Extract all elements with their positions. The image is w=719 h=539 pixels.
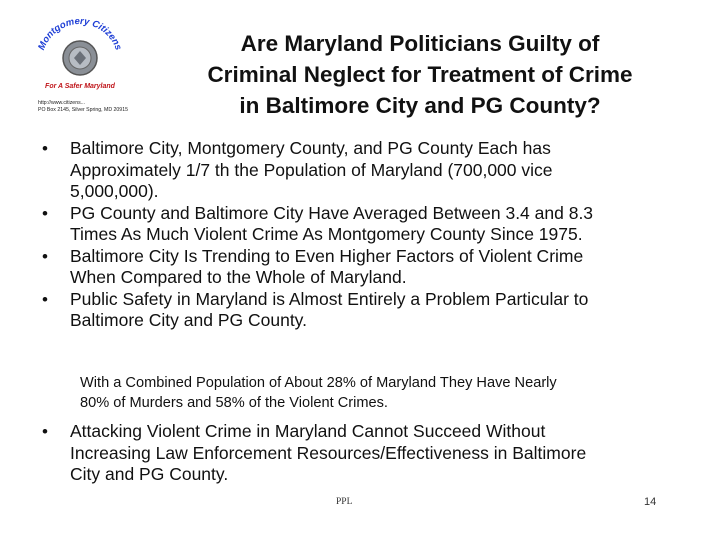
bullet-dot-icon: • bbox=[42, 422, 48, 441]
logo-url: http://www.citizens... bbox=[38, 100, 85, 106]
sub-note-line: 80% of Murders and 58% of the Violent Crimes. bbox=[80, 395, 388, 411]
bullet-list bbox=[38, 138, 698, 332]
title-line: in Baltimore City and PG County? bbox=[239, 93, 601, 118]
bullet-line: Baltimore City Is Trending to Even Higher Factors of Violent Crime bbox=[70, 245, 584, 266]
bullet-dot-icon: • bbox=[42, 289, 48, 309]
organization-logo bbox=[30, 12, 130, 113]
bullet-line: Public Safety in Maryland is Almost Entirely a Problem Particular to bbox=[70, 288, 589, 309]
bullet-line: 5,000,000). bbox=[70, 181, 159, 201]
bullet-line: Attacking Violent Crime in Maryland Cannot Succeed Without bbox=[70, 421, 546, 441]
slide-title bbox=[140, 28, 700, 121]
footer-label: PPL bbox=[336, 497, 353, 507]
bullet-dot-icon: • bbox=[42, 139, 48, 158]
bullet-item bbox=[38, 289, 698, 332]
logo-emblem bbox=[30, 12, 130, 102]
bullet-line: Baltimore City and PG County. bbox=[70, 310, 307, 330]
bullet-dot-icon: • bbox=[42, 203, 48, 223]
bullet-line: Times As Much Violent Crime As Montgomery County Since 1975. bbox=[70, 224, 583, 244]
bullet-item bbox=[38, 203, 698, 246]
logo-tagline: For A Safer Maryland bbox=[45, 83, 115, 90]
bullet-line: Baltimore City, Montgomery County, and PG County Each has bbox=[70, 138, 551, 158]
bullet-item bbox=[38, 246, 698, 289]
logo-address: PO Box 2145, Silver Spring, MD 20915 bbox=[38, 107, 128, 113]
bullet-list-continued bbox=[38, 421, 698, 486]
title-line: Criminal Neglect for Treatment of Crime bbox=[207, 62, 633, 87]
bullet-line: City and PG County. bbox=[70, 464, 229, 484]
sub-note-line: With a Combined Population of About 28% of Maryland They Have Nearly bbox=[80, 375, 557, 391]
bullet-line: PG County and Baltimore City Have Averaged Between 3.4 and 8.3 bbox=[70, 202, 594, 223]
sub-note bbox=[80, 373, 680, 413]
bullet-line: Increasing Law Enforcement Resources/Effectiveness in Baltimore bbox=[70, 442, 587, 463]
bullet-line: When Compared to the Whole of Maryland. bbox=[70, 267, 407, 287]
logo-arc-text: Montgomery Citizens bbox=[36, 15, 124, 52]
bullet-item bbox=[38, 421, 698, 486]
bullet-item bbox=[38, 138, 698, 203]
bullet-dot-icon: • bbox=[42, 246, 48, 266]
title-line: Are Maryland Politicians Guilty of bbox=[240, 31, 600, 56]
bullet-line: Approximately 1/7 th the Population of Maryland (700,000 vice bbox=[70, 159, 553, 180]
page-number: 14 bbox=[644, 496, 657, 508]
